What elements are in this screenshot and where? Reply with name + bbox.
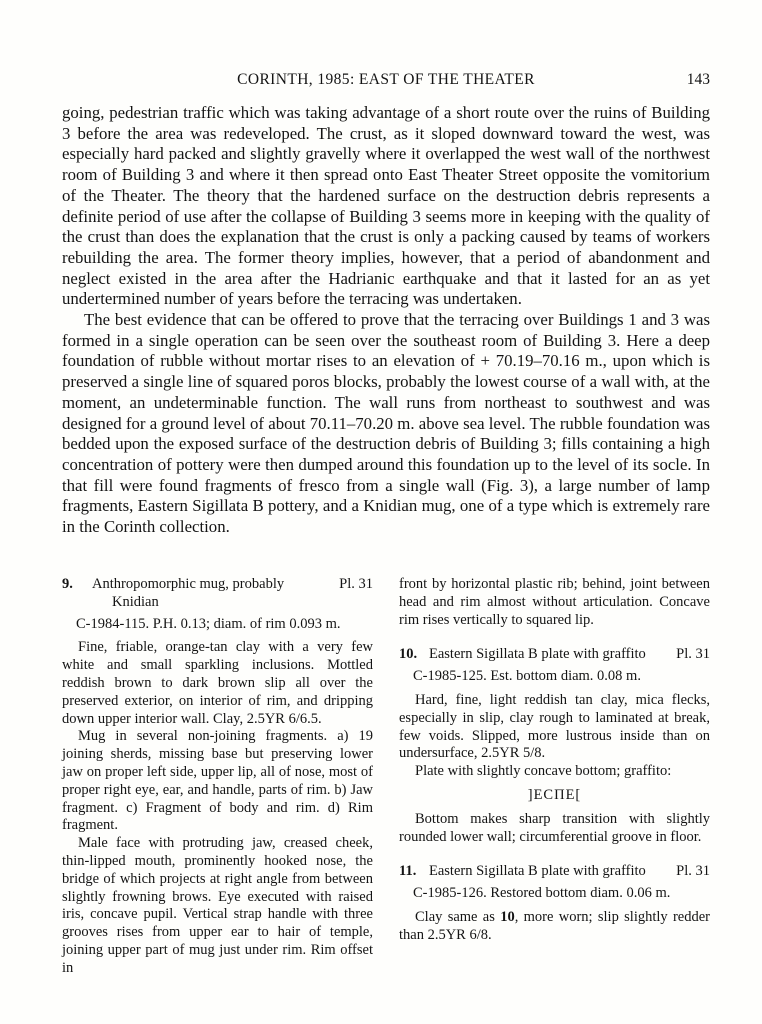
entry-9-number: 9. — [62, 576, 73, 592]
entry-9-paragraph-1: Fine, friable, orange-tan clay with a very few white and small sparkling inclusions. Mottled reddish brown to dark brown slip all over the preserved exterior, on interior of rim, and dripping down upper interior wall. Clay, 2.5YR 6/6.5. — [62, 639, 373, 727]
catalog-entry-11-heading — [399, 863, 710, 881]
entry-10-number: 10. — [399, 646, 418, 663]
body-paragraph-2: The best evidence that can be offered to prove that the terracing over Buildings 1 and 3 was formed in a single operation can be seen over the southeast room of Building 3. Here a deep foundation of rubble without mortar rises to an elevation of + 70.19–70.16 m., upon which is preserved a single line of squared poros blocks, probably the lowest course of a wall with, at the moment, an undeterminable function. The wall runs from northeast to southwest and was designed for a ground level of about 70.11–70.20 m. above sea level. The rubble foundation was bedded upon the exposed surface of the destruction debris of Building 3; fills containing a high concentration of pottery were then dumped around this foundation up to the level of its socle. In that fill were found fragments of fresco from a single wall (Fig. 3), a large number of lamp fragments, Eastern Sigillata B pottery, and a Knidian mug, one of a type which is extremely rare in the Corinth collection. — [62, 310, 710, 537]
page-header — [62, 71, 710, 91]
entry-11-inventory-line: C-1985-126. Restored bottom diam. 0.06 m. — [413, 885, 671, 902]
catalog-column-left — [62, 576, 373, 978]
entry-11-paragraph-1 — [399, 909, 710, 945]
entry-9-paragraph-2: Mug in several non-joining fragments. a) 19 joining sherds, missing base but preserving lower jaw on proper left side, upper lip, all of nose, most of proper right eye, ear, and handle, parts of rim. b) Jaw fragment. c) Fragment of body and rim. d) Rim fragment. — [62, 728, 373, 834]
entry-10-inventory-line: C-1985-125. Est. bottom diam. 0.08 m. — [413, 668, 641, 685]
entry-10-paragraph-1: Hard, fine, light reddish tan clay, mica flecks, especially in slip, clay rough to laminated at break, few voids. Slipped, more lustrous inside than on undersurface, 2.5YR 5/8. — [399, 691, 710, 762]
entry-11-plate-ref: Pl. 31 — [676, 863, 710, 880]
entry-10-graffito-text: ]ΕCΠΕ[ — [527, 786, 582, 803]
entry-9-paragraph-3-continued: front by horizontal plastic rib; behind, joint between head and rim almost without articulation. Concave rim rises vertically to squared lip. — [399, 576, 710, 628]
entry-9-title-line2: Knidian — [112, 593, 159, 610]
entry-10-paragraph-2: Plate with slightly concave bottom; graffito: — [415, 763, 672, 780]
body-text — [62, 103, 710, 538]
entry-11-desc-part2: , more worn; slip slightly redder than 2.5YR 6/8. — [399, 908, 710, 943]
entry-10-paragraph-3: Bottom makes sharp transition with slightly rounded lower wall; circumferential groove in floor. — [399, 810, 710, 845]
catalog-column-right — [399, 576, 710, 978]
entry-11-desc-part1: Clay same as — [415, 908, 501, 925]
entry-10-title: Eastern Sigillata B plate with graffito — [429, 646, 646, 663]
entry-11-title: Eastern Sigillata B plate with graffito — [429, 863, 646, 880]
entry-9-paragraph-3: Male face with protruding jaw, creased cheek, thin-lipped mouth, prominently hooked nose, the bridge of which projects at right angle from between slightly frowning brows. Eye executed with raised iris, concave pupil. Vertical strap handle with three grooves rises from upper ear to hair of temple, joining upper part of mug just under rim. Rim offset in — [62, 835, 373, 976]
entry-9-title-line1: Anthropomorphic mug, probably — [92, 576, 285, 592]
running-title: CORINTH, 1985: EAST OF THE THEATER — [237, 71, 535, 88]
entry-11-desc-bold-ref: 10 — [500, 908, 515, 925]
entry-11-number: 11. — [399, 863, 417, 880]
entry-10-plate-ref: Pl. 31 — [676, 646, 710, 663]
catalog-entry-9-heading — [62, 576, 373, 612]
page-number: 143 — [686, 71, 710, 88]
catalog-section — [62, 576, 710, 978]
body-paragraph-1: going, pedestrian traffic which was taking advantage of a short route over the ruins of Building 3 before the area was redeveloped. The crust, as it sloped downward toward the west, was especially hard packed and slightly gravelly where it overlapped the west wall of the northwest room of Building 3 and where it then spread onto East Theater Street opposite the vomitorium of the Theater. The theory that the hardened surface on the destruction debris represents a definite period of use after the collapse of Building 3 seems more in keeping with the quality of the crust than does the explanation that the crust is only a packing caused by teams of workers rebuilding the area. The former theory implies, however, that a period of abandonment and neglect existed in the area after the Hadrianic earthquake and that it lasted for an as yet undertermined number of years before the terracing was undertaken. — [62, 103, 710, 309]
entry-9-plate-ref: Pl. 31 — [339, 576, 373, 592]
entry-9-title — [92, 576, 331, 612]
entry-9-inventory-line: C-1984-115. P.H. 0.13; diam. of rim 0.093 m. — [76, 615, 341, 632]
catalog-entry-10-heading — [399, 646, 710, 664]
